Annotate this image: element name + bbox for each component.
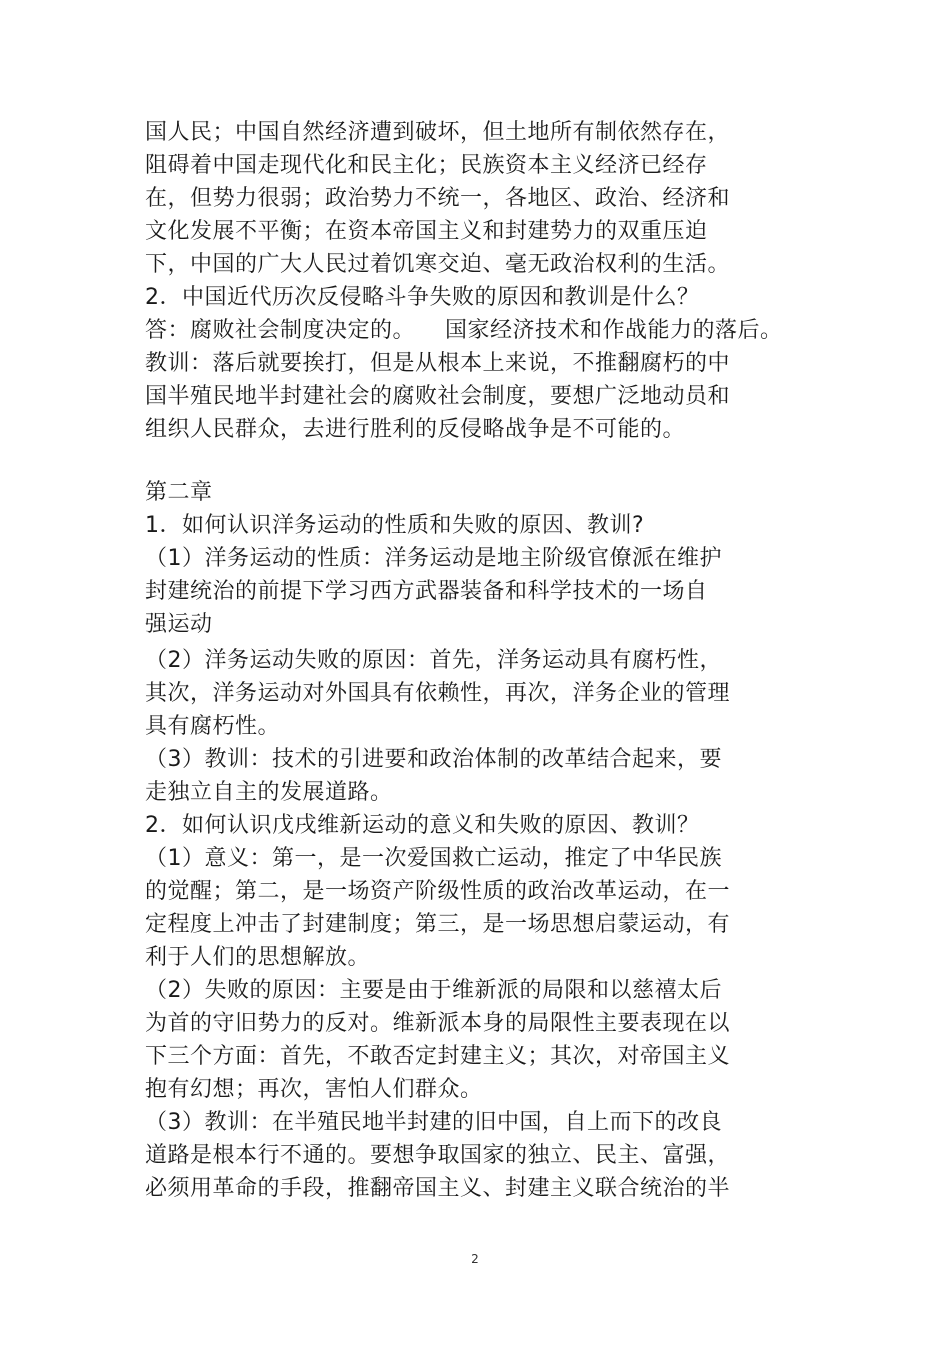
text-line: 为首的守旧势力的反对。维新派本身的局限性主要表现在以	[145, 1011, 731, 1036]
question-heading: 1．如何认识洋务运动的性质和失败的原因、教训?	[145, 513, 645, 538]
text-line: 抱有幻想；再次，害怕人们群众。	[145, 1077, 483, 1102]
text-line: （1）意义：第一，是一次爱国救亡运动，推定了中华民族	[145, 846, 722, 871]
text-line: 文化发展不平衡；在资本帝国主义和封建势力的双重压迫	[145, 219, 708, 244]
page-number: 2	[471, 1252, 479, 1266]
question-heading: 2．如何认识戊戌维新运动的意义和失败的原因、教训？	[145, 813, 700, 838]
text-line: 阻碍着中国走现代化和民主化；民族资本主义经济已经存	[145, 153, 708, 178]
chapter-heading: 第二章	[145, 480, 213, 505]
text-line: 在，但势力很弱；政治势力不统一，各地区、政治、经济和	[145, 186, 731, 211]
text-line: 下三个方面：首先，不敢否定封建主义；其次，对帝国主义	[145, 1044, 731, 1069]
text-line: 教训：落后就要挨打，但是从根本上来说，不推翻腐朽的中	[145, 351, 731, 376]
text-line: 答：腐败社会制度决定的。 国家经济技术和作战能力的落后。	[145, 318, 783, 343]
text-line: 走独立自主的发展道路。	[145, 780, 393, 805]
text-line: 下，中国的广大人民过着饥寒交迫、毫无政治权利的生活。	[145, 252, 731, 277]
text-line: 组织人民群众，去进行胜利的反侵略战争是不可能的。	[145, 417, 686, 442]
text-line: 必须用革命的手段，推翻帝国主义、封建主义联合统治的半	[145, 1176, 731, 1201]
text-line: 国半殖民地半封建社会的腐败社会制度，要想广泛地动员和	[145, 384, 731, 409]
question-heading: 2．中国近代历次反侵略斗争失败的原因和教训是什么？	[145, 285, 700, 310]
text-line: 其次，洋务运动对外国具有依赖性，再次，洋务企业的管理	[145, 681, 731, 706]
text-line: 国人民；中国自然经济遭到破坏，但土地所有制依然存在，	[145, 120, 731, 145]
text-line: （1）洋务运动的性质：洋务运动是地主阶级官僚派在维护	[145, 546, 722, 571]
text-line: 封建统治的前提下学习西方武器装备和科学技术的一场自	[145, 579, 708, 604]
text-line: 的觉醒；第二，是一场资产阶级性质的政治改革运动，在一	[145, 879, 731, 904]
text-line: 道路是根本行不通的。要想争取国家的独立、民主、富强，	[145, 1143, 731, 1168]
text-line: 具有腐朽性。	[145, 714, 281, 739]
text-line: （3）教训：在半殖民地半封建的旧中国，自上而下的改良	[145, 1110, 722, 1135]
text-line: （2）洋务运动失败的原因：首先，洋务运动具有腐朽性，	[145, 648, 722, 673]
text-line: （3）教训：技术的引进要和政治体制的改革结合起来，要	[145, 747, 722, 772]
text-line: 强运动	[145, 612, 213, 637]
text-line: （2）失败的原因：主要是由于维新派的局限和以慈禧太后	[145, 978, 722, 1003]
text-line: 定程度上冲击了封建制度；第三，是一场思想启蒙运动，有	[145, 912, 731, 937]
text-line: 利于人们的思想解放。	[145, 945, 371, 970]
